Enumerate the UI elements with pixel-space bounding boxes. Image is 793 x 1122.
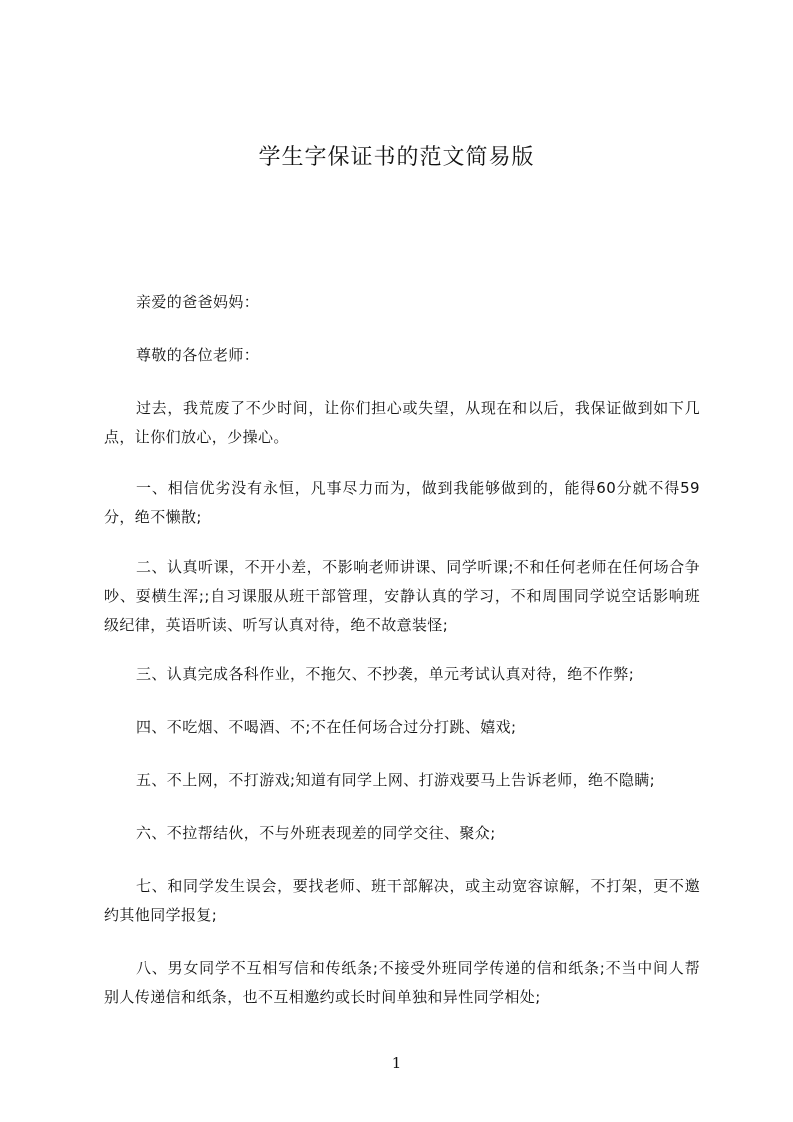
pledge-item-4: 四、不吃烟、不喝酒、不;不在任何场合过分打跳、嬉戏; <box>136 718 517 736</box>
intro-paragraph: 过去，我荒废了不少时间，让你们担心或失望，从现在和以后，我保证做到如下几点，让你们放心，少操心。 <box>104 399 700 446</box>
greeting-teachers: 尊敬的各位老师： <box>136 346 260 364</box>
pledge-item-2: 二、认真听课，不开小差，不影响老师讲课、同学听课;不和任何老师在任何场合争吵、耍横生浑;;自习课服从班干部管理，安静认真的学习，不和周围同学说空话影响班级纪律，英语听读、听写认真对待，绝不故意装怪; <box>104 558 700 634</box>
pledge-item-5: 五、不上网，不打游戏;知道有同学上网、打游戏要马上告诉老师，绝不隐瞒; <box>136 771 656 789</box>
pledge-item-3: 三、认真完成各科作业，不拖欠、不抄袭，单元考试认真对待，绝不作弊; <box>136 665 635 683</box>
pledge-item-8: 八、男女同学不互相写信和传纸条;不接受外班同学传递的信和纸条;不当中间人帮别人传递信和纸条，也不互相邀约或长时间单独和异性同学相处; <box>104 959 700 1006</box>
page-number: 1 <box>391 1054 402 1072</box>
pledge-item-6: 六、不拉帮结伙，不与外班表现差的同学交往、聚众; <box>136 824 496 842</box>
pledge-item-7: 七、和同学发生误会，要找老师、班干部解决，或主动宽容谅解，不打架，更不邀约其他同学报复; <box>104 877 700 924</box>
greeting-parents: 亲爱的爸爸妈妈： <box>136 293 260 311</box>
document-title: 学生字保证书的范文简易版 <box>258 145 535 170</box>
pledge-item-1: 一、相信优劣没有永恒，凡事尽力而为，做到我能够做到的，能得60分就不得59分，绝不懒散; <box>104 479 700 526</box>
